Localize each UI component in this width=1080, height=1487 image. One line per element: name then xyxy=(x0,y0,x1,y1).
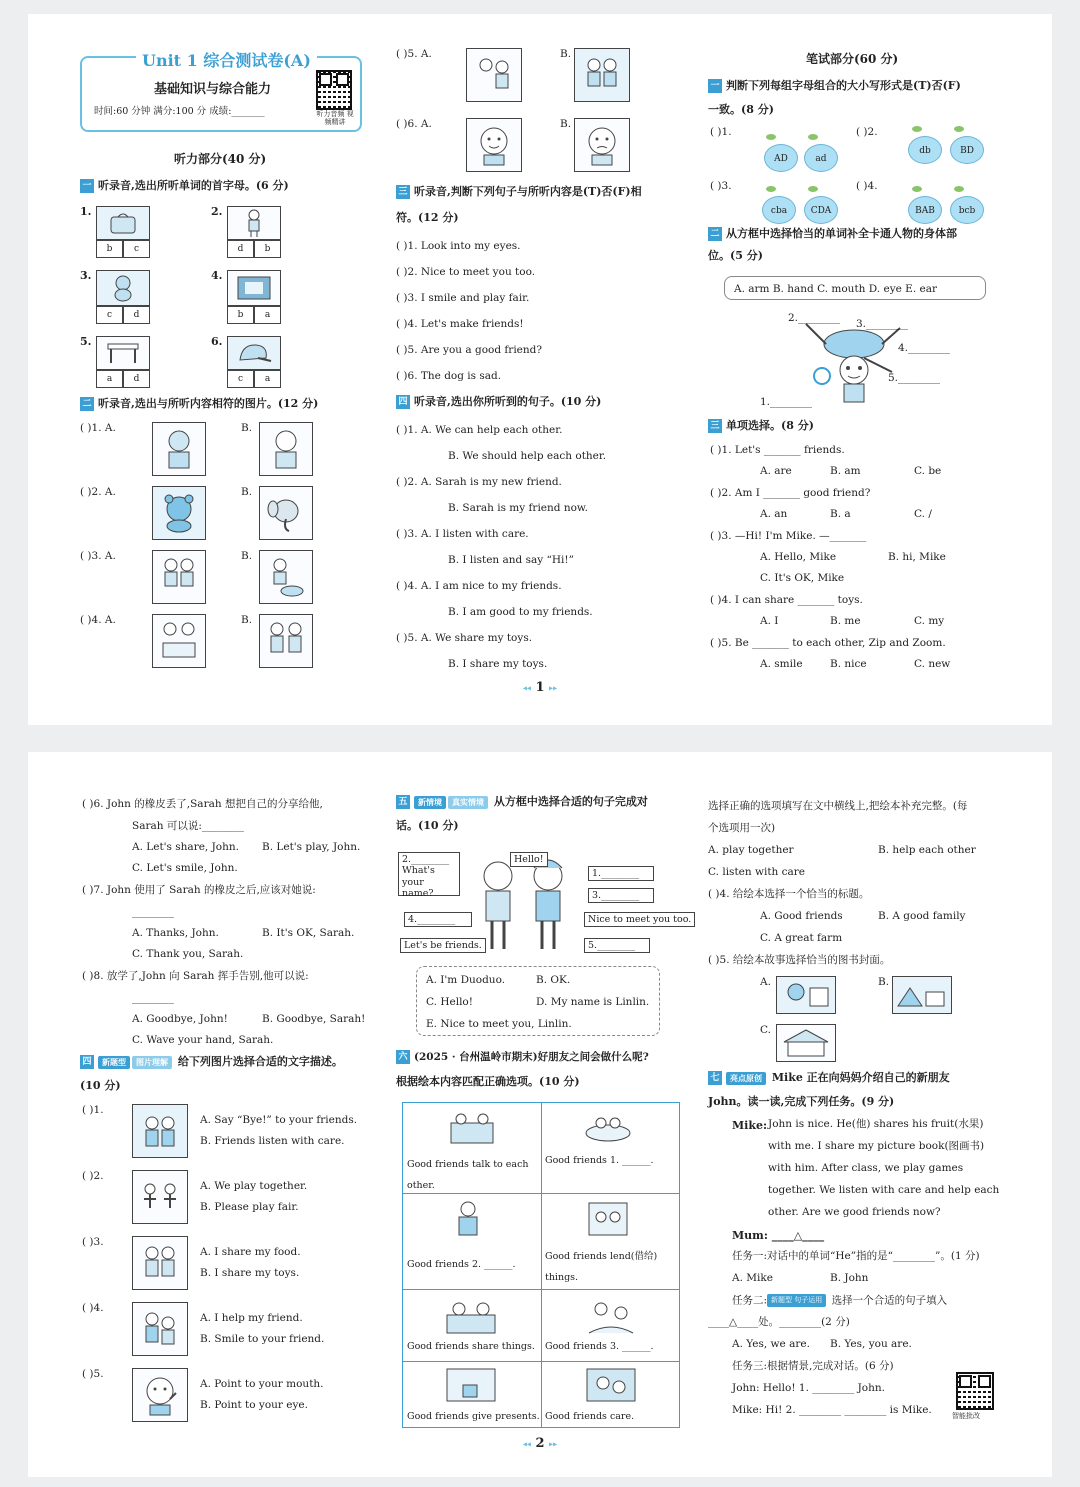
choice-item[interactable]: ( )3. A. I listen with care. xyxy=(396,528,529,540)
mc-option[interactable]: B. me xyxy=(830,615,861,627)
qr-label: 智能批改 xyxy=(952,1412,980,1420)
choice-item-b[interactable]: B. I am good to my friends. xyxy=(448,606,593,618)
w2-title-cont: 位。(5 分) xyxy=(708,249,763,262)
apple-card: ad xyxy=(804,144,838,172)
mc-question[interactable]: ( )7. John 使用了 Sarah 的橡皮之后,应该对她说: xyxy=(82,884,316,896)
tag-new-type: 新题型 句子运用 xyxy=(767,1294,826,1307)
sentence-option: B. OK. xyxy=(536,974,571,986)
listening-heading: 听力部分(40 分) xyxy=(174,152,267,166)
bubble-text: What's your name? xyxy=(402,865,435,900)
bag-icon xyxy=(96,206,150,240)
option-cell[interactable]: a xyxy=(96,370,123,388)
mc-question[interactable]: ( )2. Am I _______ good friend? xyxy=(710,487,871,499)
sentence-option: C. Hello! xyxy=(426,996,473,1008)
letter-item-num: ( )1. xyxy=(710,126,732,138)
tag-new-context: 新情境 xyxy=(414,796,446,809)
boy-face-picture xyxy=(132,1368,188,1422)
p2-sec5-title-cont: 话。(10 分) xyxy=(396,819,459,832)
book-illustration-icon xyxy=(583,1365,639,1409)
grid-divider xyxy=(403,1361,679,1362)
kids-picture xyxy=(132,1170,188,1224)
leaf-icon xyxy=(954,126,964,132)
mc-option[interactable]: C. new xyxy=(914,658,951,670)
grid-cell-text: Good friends 1. ______. xyxy=(545,1155,654,1166)
desc-option[interactable]: A. I share my food. xyxy=(200,1246,301,1258)
passage-line: John is nice. He(他) shares his fruit(水果) xyxy=(768,1118,984,1130)
word-options: A. arm B. hand C. mouth D. eye E. ear xyxy=(734,283,938,295)
mc-option[interactable]: B. Let's play, John. xyxy=(262,841,361,853)
body-blank: 4.________ xyxy=(898,342,951,354)
w3-title: 单项选择。(8 分) xyxy=(726,419,814,432)
sec1-num: 2. xyxy=(211,205,223,218)
task-text: 任务一:对话中的单词“He”指的是“________”。(1 分) xyxy=(732,1250,980,1262)
answer-blank[interactable]: ________ xyxy=(132,906,174,918)
w1-title: 判断下列每组字母组合的大小写形式是(T)否(F) xyxy=(726,79,961,92)
sec2-question: ( )4. A. xyxy=(80,614,116,626)
w2-title: 从方框中选择恰当的单词补全卡通人物的身体部 xyxy=(726,227,957,240)
choice-item-b[interactable]: B. I listen and say “Hi!” xyxy=(448,554,574,566)
cat-icon xyxy=(96,270,150,306)
tag-real-context: 真实情境 xyxy=(448,796,488,809)
grid-cell-text: Good friends care. xyxy=(545,1411,635,1422)
option-b-label: B. xyxy=(241,422,253,434)
letter-item-num: ( )4. xyxy=(856,180,878,192)
sec1-num: 5. xyxy=(80,335,92,348)
choice-item-b[interactable]: B. I share my toys. xyxy=(448,658,548,670)
p2-sec7-title-cont: John。读一读,完成下列任务。(9 分) xyxy=(708,1095,895,1108)
sec2-heading xyxy=(80,396,318,413)
page2-column-1 xyxy=(78,752,378,1477)
grid-cell-text: Good friends lend(借给) things. xyxy=(545,1251,658,1283)
kid-icon xyxy=(227,206,281,240)
mc-option[interactable]: B. am xyxy=(830,465,861,477)
mc-option[interactable]: C. be xyxy=(914,465,942,477)
unit-title: Unit 1 综合测试卷(A) xyxy=(136,48,317,71)
dialogue-line[interactable]: Mike: Hi! 2. ________ ________ is Mike. xyxy=(732,1404,932,1416)
apple-card: db xyxy=(908,136,942,164)
task-desc: 选择一个合适的句子填入 xyxy=(831,1294,948,1307)
page-2 xyxy=(28,752,1052,1477)
sec2-question: ( )2. A. xyxy=(80,486,116,498)
speech-bubble: Hello! xyxy=(510,852,548,867)
sec1-num: 6. xyxy=(211,335,223,348)
choice-item[interactable]: ( )2. A. Sarah is my new friend. xyxy=(396,476,562,488)
option-cell[interactable]: b xyxy=(227,306,254,324)
sec1-num: 4. xyxy=(211,269,223,282)
fill-option: B. help each other xyxy=(878,844,976,856)
leaf-icon xyxy=(766,186,776,192)
book-illustration-icon xyxy=(443,1199,493,1243)
mc-option[interactable]: A. Let's share, John. xyxy=(132,841,239,853)
speech-bubble: 4.________ xyxy=(404,912,472,927)
task-text xyxy=(732,1294,947,1307)
p2-sec4-title: 给下列图片选择合适的文字描述。 xyxy=(177,1055,343,1068)
item-num: ( )4. xyxy=(82,1302,104,1314)
desk-icon xyxy=(96,336,150,370)
option-b-label: B. xyxy=(241,550,253,562)
page1-column-3 xyxy=(706,14,1006,725)
book-illustration-icon xyxy=(443,1297,499,1341)
sec1-num: 3. xyxy=(80,269,92,282)
qr-code[interactable] xyxy=(956,1372,994,1410)
sentence-option: A. I'm Duoduo. xyxy=(426,974,506,986)
mc-question[interactable]: ( )3. —Hi! I'm Mike. —_______ xyxy=(710,530,867,542)
choice-item[interactable]: ( )4. A. I am nice to my friends. xyxy=(396,580,562,592)
sec2-question: ( )6. A. xyxy=(396,118,432,130)
tf-item[interactable]: ( )2. Nice to meet you too. xyxy=(396,266,536,278)
speech-bubble: 2.________ What's your name? xyxy=(398,852,460,896)
mc-option[interactable]: A. I xyxy=(760,615,779,627)
leaf-icon xyxy=(912,186,922,192)
speech-bubble: 5.________ xyxy=(584,938,650,953)
passage-line: together. We listen with care and help each xyxy=(768,1184,1000,1196)
option-cell[interactable]: b xyxy=(96,240,123,258)
page-number-1 xyxy=(28,680,1052,695)
tf-item[interactable]: ( )5. Are you a good friend? xyxy=(396,344,543,356)
option-b-label: B. xyxy=(241,486,253,498)
mc-option[interactable]: C. Let's smile, John. xyxy=(132,862,238,874)
mc-option[interactable]: C. A great farm xyxy=(760,932,843,944)
kids-picture[interactable] xyxy=(259,550,313,604)
mc-option[interactable]: A. smile xyxy=(760,658,803,670)
boy-picture[interactable] xyxy=(152,422,206,476)
leaf-icon xyxy=(766,134,776,140)
speaker-label: Mike: xyxy=(732,1119,768,1132)
choice-item[interactable]: ( )1. A. We can help each other. xyxy=(396,424,563,436)
desc-option[interactable]: A. Say “Bye!” to your friends. xyxy=(200,1114,358,1126)
option-cell[interactable]: a xyxy=(254,306,281,324)
blank-number: 4. xyxy=(898,342,909,354)
mc-question-cont: Sarah 可以说:________ xyxy=(132,820,244,832)
p2-sec7-heading xyxy=(708,1070,950,1087)
blank-number: 2. xyxy=(402,854,412,865)
fill-option: A. play together xyxy=(708,844,794,856)
kids-picture[interactable] xyxy=(152,614,206,668)
written-heading: 笔试部分(60 分) xyxy=(806,52,899,66)
subtitle: 基础知识与综合能力 xyxy=(154,82,272,97)
sec3-heading xyxy=(396,184,642,201)
passage-line: with him. After class, we play games xyxy=(768,1162,964,1174)
kids-picture[interactable] xyxy=(259,614,313,668)
kids-picture[interactable] xyxy=(152,550,206,604)
cover-option-label: A. xyxy=(760,976,771,988)
boy-face-picture[interactable] xyxy=(574,118,630,172)
kids-picture[interactable] xyxy=(466,48,522,102)
sec1-heading xyxy=(80,178,289,195)
item-num: ( )1. xyxy=(82,1104,104,1116)
p2-sec6-heading xyxy=(396,1050,649,1066)
tag-picture: 图片理解 xyxy=(132,1056,172,1069)
book-illustration-icon xyxy=(447,1109,497,1149)
option-b-label: B. xyxy=(560,118,572,130)
sec4-heading xyxy=(396,394,601,411)
mc-question[interactable]: ( )8. 放学了,John 向 Sarah 挥手告别,他可以说: xyxy=(82,970,309,982)
page2-column-3 xyxy=(706,752,1006,1477)
body-blank: 1.________ xyxy=(760,396,813,408)
apple-card: cba xyxy=(762,196,796,224)
speech-bubble: Nice to meet you too. xyxy=(584,912,695,927)
kids-picture xyxy=(132,1236,188,1290)
mc-option[interactable]: C. It's OK, Mike xyxy=(760,572,845,584)
item-num: ( )5. xyxy=(82,1368,104,1380)
blank-number: 5. xyxy=(888,372,899,384)
dialogue-line[interactable]: John: Hello! 1. ________ John. xyxy=(732,1382,885,1394)
task-label: 任务二: xyxy=(732,1294,768,1307)
bear-picture[interactable] xyxy=(152,486,206,540)
instruction: 选择正确的选项填写在文中横线上,把绘本补充完整。(每 xyxy=(708,800,968,812)
mc-option[interactable]: C. Thank you, Sarah. xyxy=(132,948,244,960)
blank-number: 1. xyxy=(592,868,602,879)
book-illustration-icon xyxy=(583,1113,633,1147)
mc-option[interactable]: B. nice xyxy=(830,658,867,670)
letter-item-num: ( )3. xyxy=(710,180,732,192)
leaf-icon xyxy=(954,186,964,192)
passage-line: other. Are we good friends now? xyxy=(768,1206,941,1218)
option-cell[interactable]: d xyxy=(227,240,254,258)
choice-item[interactable]: ( )5. A. We share my toys. xyxy=(396,632,533,644)
mc-question[interactable]: ( )5. Be _______ to each other, Zip and Zoom. xyxy=(710,637,946,649)
body-blank: 2.________ xyxy=(788,312,841,324)
task-option[interactable]: B. John xyxy=(830,1272,869,1284)
option-cell[interactable]: d xyxy=(123,370,150,388)
book-cover-picture[interactable] xyxy=(892,976,952,1014)
option-cell[interactable]: d xyxy=(123,306,150,324)
mc-option[interactable]: C. Wave your hand, Sarah. xyxy=(132,1034,274,1046)
qr-code[interactable] xyxy=(316,70,352,110)
mum-line: Mum: ____△____ xyxy=(732,1229,825,1242)
elephant-picture[interactable] xyxy=(259,486,313,540)
page-number-2 xyxy=(28,1436,1052,1451)
w1-heading xyxy=(708,78,961,95)
task-option[interactable]: B. Yes, you are. xyxy=(830,1338,912,1350)
cover-option-label: C. xyxy=(760,1024,771,1036)
w2-number: 二 xyxy=(708,227,722,241)
sec4-title: 听录音,选出你所听到的句子。(10 分) xyxy=(414,395,602,408)
option-cell[interactable]: b xyxy=(254,240,281,258)
p2-sec4-heading xyxy=(80,1054,343,1071)
grid-divider xyxy=(541,1103,542,1427)
sec2-question: ( )5. A. xyxy=(396,48,432,60)
blank-number: 2. xyxy=(788,312,799,324)
choice-item-b[interactable]: B. Sarah is my friend now. xyxy=(448,502,588,514)
mc-option[interactable]: B. Goodbye, Sarah! xyxy=(262,1013,366,1025)
desc-option[interactable]: B. I share my toys. xyxy=(200,1267,300,1279)
choice-item-b[interactable]: B. We should help each other. xyxy=(448,450,607,462)
w3-number: 三 xyxy=(708,419,722,433)
apple-card: AD xyxy=(764,144,798,172)
mc-option[interactable]: A. Goodbye, John! xyxy=(132,1013,228,1025)
mc-option[interactable]: A. are xyxy=(760,465,792,477)
tag-original: 亮点原创 xyxy=(726,1072,766,1085)
speech-bubble: Let's be friends. xyxy=(400,938,486,953)
tf-item[interactable]: ( )1. Look into my eyes. xyxy=(396,240,521,252)
kids-picture xyxy=(132,1302,188,1356)
mc-option[interactable]: B. A good family xyxy=(878,910,966,922)
grid-divider xyxy=(403,1289,679,1290)
page1-column-2 xyxy=(394,14,690,725)
mc-question[interactable]: ( )4. 给绘本选择一个恰当的标题。 xyxy=(708,888,870,900)
cap-icon xyxy=(227,336,281,370)
board-icon xyxy=(227,270,281,306)
page1-column-1 xyxy=(78,14,378,725)
sec1-num: 1. xyxy=(80,205,92,218)
answer-blank[interactable]: ________ xyxy=(132,992,174,1004)
blank-number: 4. xyxy=(408,914,418,925)
desc-option[interactable]: A. We play together. xyxy=(200,1180,308,1192)
page2-column-2 xyxy=(394,752,690,1477)
apple-card: BD xyxy=(950,136,984,164)
mc-option[interactable]: B. It's OK, Sarah. xyxy=(262,927,355,939)
mc-option[interactable]: C. my xyxy=(914,615,945,627)
page-1 xyxy=(28,14,1052,725)
speech-bubble: 3.________ xyxy=(588,888,654,903)
task-option[interactable]: A. Yes, we are. xyxy=(732,1338,810,1350)
sec3-number: 三 xyxy=(396,185,410,199)
sentence-option: E. Nice to meet you, Linlin. xyxy=(426,1018,572,1030)
passage-line: with me. I share my picture book(图画书) xyxy=(768,1140,985,1152)
book-illustration-icon xyxy=(583,1297,639,1341)
item-num: ( )3. xyxy=(82,1236,104,1248)
desc-option[interactable]: B. Point to your eye. xyxy=(200,1399,308,1411)
body-blank: 3.________ xyxy=(856,318,909,330)
leaf-icon xyxy=(808,186,818,192)
sec2-question: ( )1. A. xyxy=(80,422,116,434)
option-b-label: B. xyxy=(560,48,572,60)
exam-meta: 时间:60 分钟 满分:100 分 成绩:_______ xyxy=(94,106,265,117)
blank-number: 3. xyxy=(592,890,602,901)
tag-new-type: 新题型 xyxy=(98,1056,130,1069)
sec2-question: ( )3. A. xyxy=(80,550,116,562)
prev-arrow-icon: ◂◂ xyxy=(522,682,531,693)
boy-face-picture[interactable] xyxy=(466,118,522,172)
next-arrow-icon: ▸▸ xyxy=(549,682,558,693)
sec3-title: 听录音,判断下列句子与所听内容是(T)否(F)相 xyxy=(414,185,642,198)
picture-book-grid xyxy=(402,1102,680,1428)
option-cell[interactable]: a xyxy=(254,370,281,388)
p2-sec5-number: 五 xyxy=(396,795,410,809)
speech-bubble: 1.________ xyxy=(588,866,654,881)
book-illustration-icon xyxy=(583,1199,633,1243)
item-num: ( )2. xyxy=(82,1170,104,1182)
dialogue-scene xyxy=(398,846,692,958)
desc-option[interactable]: A. I help my friend. xyxy=(200,1312,303,1324)
mc-question[interactable]: ( )1. Let's _______ friends. xyxy=(710,444,845,456)
blank-number: 1. xyxy=(760,396,771,408)
p2-sec7-title: Mike 正在向妈妈介绍自己的新朋友 xyxy=(771,1071,950,1084)
fill-option: C. listen with care xyxy=(708,866,806,878)
blank-number: 5. xyxy=(588,940,598,951)
blank-number: 3. xyxy=(856,318,867,330)
p2-sec7-number: 七 xyxy=(708,1071,722,1085)
next-arrow-icon: ▸▸ xyxy=(549,1438,558,1449)
book-cover-picture[interactable] xyxy=(776,976,836,1014)
sec3-title-cont: 符。(12 分) xyxy=(396,211,459,224)
desc-option[interactable]: B. Please play fair. xyxy=(200,1201,299,1213)
body-blank: 5.________ xyxy=(888,372,941,384)
page-num: 2 xyxy=(535,1436,545,1451)
leaf-icon xyxy=(912,126,922,132)
w1-title-cont: 一致。(8 分) xyxy=(708,103,774,116)
p2-sec6-number: 六 xyxy=(396,1050,410,1064)
apple-card: CDA xyxy=(804,196,838,224)
qr-label: 听力音频 视频精讲 xyxy=(316,110,354,127)
grid-cell-text: Good friends talk to each other. xyxy=(407,1159,529,1191)
p2-sec5-heading xyxy=(396,794,648,811)
mc-option[interactable]: C. / xyxy=(914,508,932,520)
letter-item-num: ( )2. xyxy=(856,126,878,138)
apple-card: BAB xyxy=(908,196,942,224)
w2-heading xyxy=(708,226,957,243)
book-illustration-icon xyxy=(443,1365,499,1409)
sentence-option: D. My name is Linlin. xyxy=(536,996,650,1008)
task-text: ____△____处。________(2 分) xyxy=(708,1316,850,1328)
grid-cell-text: Good friends share things. xyxy=(407,1341,535,1352)
desc-option[interactable]: A. Point to your mouth. xyxy=(200,1378,324,1390)
mc-option[interactable]: A. an xyxy=(760,508,788,520)
sec1-number: 一 xyxy=(80,179,94,193)
w1-number: 一 xyxy=(708,79,722,93)
option-cell[interactable]: c xyxy=(123,240,150,258)
cover-option-label: B. xyxy=(878,976,890,988)
prev-arrow-icon: ◂◂ xyxy=(522,1438,531,1449)
p2-sec6-title-cont: 根据绘本内容匹配正确选项。(10 分) xyxy=(396,1075,580,1088)
page-num: 1 xyxy=(535,680,545,695)
mc-option[interactable]: A. Good friends xyxy=(760,910,843,922)
sec2-number: 二 xyxy=(80,397,94,411)
apple-card: bcb xyxy=(950,196,984,224)
p2-sec5-title: 从方框中选择合适的句子完成对 xyxy=(493,795,648,808)
w3-heading xyxy=(708,418,814,435)
leaf-icon xyxy=(808,134,818,140)
boy-picture[interactable] xyxy=(259,422,313,476)
p2-sec4-score: (10 分) xyxy=(80,1079,121,1092)
p2-sec4-number: 四 xyxy=(80,1055,94,1069)
mc-option[interactable]: B. hi, Mike xyxy=(888,551,946,563)
mc-option[interactable]: A. Thanks, John. xyxy=(132,927,219,939)
option-cell[interactable]: c xyxy=(227,370,254,388)
tf-item[interactable]: ( )3. I smile and play fair. xyxy=(396,292,530,304)
sec4-number: 四 xyxy=(396,395,410,409)
tf-item[interactable]: ( )6. The dog is sad. xyxy=(396,370,502,382)
desc-option[interactable]: B. Friends listen with care. xyxy=(200,1135,345,1147)
mc-option[interactable]: A. Hello, Mike xyxy=(760,551,837,563)
task-text: 任务三:根据情景,完成对话。(6 分) xyxy=(732,1360,894,1372)
option-cell[interactable]: c xyxy=(96,306,123,324)
option-b-label: B. xyxy=(241,614,253,626)
kids-picture xyxy=(132,1104,188,1158)
sec2-title: 听录音,选出与所听内容相符的图片。(12 分) xyxy=(98,397,319,410)
tf-item[interactable]: ( )4. Let's make friends! xyxy=(396,318,524,330)
desc-option[interactable]: B. Smile to your friend. xyxy=(200,1333,325,1345)
instruction-cont: 个选项用一次) xyxy=(708,822,776,834)
mc-question[interactable]: ( )6. John 的橡皮丢了,Sarah 想把自己的分享给他, xyxy=(82,798,323,810)
grid-cell-text: Good friends 2. ______. xyxy=(407,1259,516,1270)
sec1-title: 听录音,选出所听单词的首字母。(6 分) xyxy=(98,179,289,192)
grid-cell-text: Good friends give presents. xyxy=(407,1411,540,1422)
mc-question[interactable]: ( )5. 给绘本故事选择恰当的图书封面。 xyxy=(708,954,891,966)
mc-question[interactable]: ( )4. I can share _______ toys. xyxy=(710,594,863,606)
mc-option[interactable]: B. a xyxy=(830,508,851,520)
p2-sec6-title: (2025 · 台州温岭市期末)好朋友之间会做什么呢? xyxy=(414,1051,649,1063)
grid-cell-text: Good friends 3. ______. xyxy=(545,1341,654,1352)
book-cover-picture[interactable] xyxy=(776,1024,836,1062)
kids-picture[interactable] xyxy=(574,48,630,102)
task-option[interactable]: A. Mike xyxy=(732,1272,773,1284)
